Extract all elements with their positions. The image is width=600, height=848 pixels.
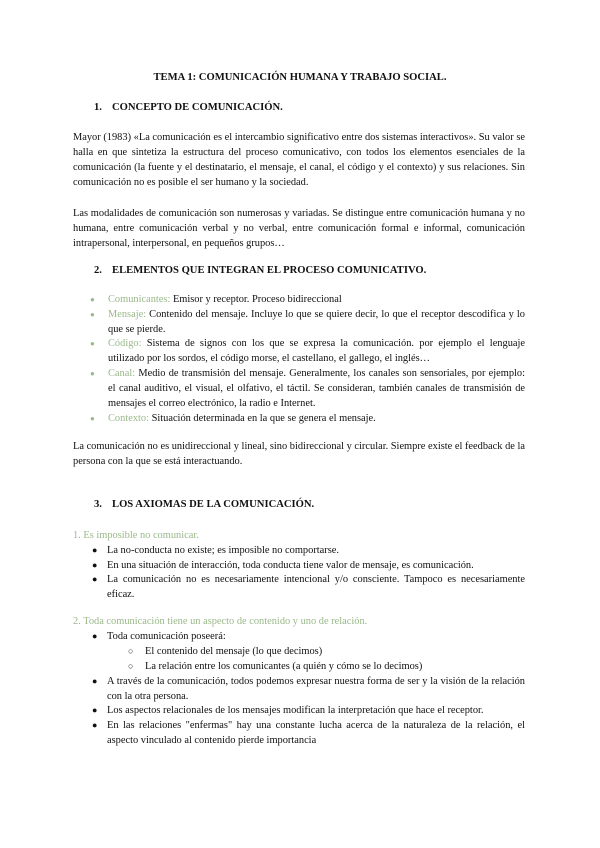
sub-list-item [128,644,525,659]
element-item [90,292,525,307]
bullet-icon: ● [92,574,98,584]
bullet-icon: ● [92,560,98,570]
element-text: Sistema de signos con los que se expresa la comunicación. por ejemplo el lenguaje utilizado por los sordos, el código morse, el castellano, el gallego, el inglés… [108,338,525,364]
list-item-text: Toda comunicación poseerá: [107,631,226,642]
list-item-text: A través de la comunicación, todos podemos expresar nuestra forma de ser y la visión de la relación con la otra persona. [107,676,525,702]
section-2-heading [94,263,426,278]
list-item [92,558,525,573]
section-title: CONCEPTO DE COMUNICACIÓN. [112,102,283,113]
list-item [92,703,525,718]
paragraph-definition: Mayor (1983) «La comunicación es el intercambio significativo entre dos sistemas interactivos». Su valor se halla en que sintetiza la estructura del proceso comunicativo, con todos los elementos esenciales de la comunicación (la fuente y el destinatario, el mensaje, el canal, el código y el contexto) y sus relaciones. Sin comunicación no es posible el ser humano y la sociedad. [73,132,525,188]
element-term: Comunicantes: [108,294,171,305]
sub-list-item-text: El contenido del mensaje (lo que decimos) [145,646,323,657]
bullet-icon: ● [90,369,95,378]
bullet-icon: ● [90,310,95,319]
bullet-icon: ● [90,414,95,423]
element-item [90,336,525,366]
bullet-icon: ● [92,705,98,715]
list-item [92,629,525,644]
bullet-icon: ● [90,339,95,348]
bullet-icon: ● [92,545,98,555]
list-item [92,674,525,704]
list-item [92,572,525,602]
paragraph-modalities: Las modalidades de comunicación son numerosas y variadas. Se distingue entre comunicación humana y no humana, entre comunicación verbal y no verbal, entre comunicación formal e informal, comunicación intrapersonal, interpersonal, en pequeños grupos… [73,208,525,249]
list-item-text: Los aspectos relacionales de los mensajes modifican la interpretación que hace el receptor. [107,705,484,716]
document-title: TEMA 1: COMUNICACIÓN HUMANA Y TRABAJO SOCIAL. [153,72,447,83]
section-3-heading [94,497,314,512]
element-text: Emisor y receptor. Proceso bidireccional [170,294,342,305]
axiom-1-title: 1. Es imposible no comunicar. [73,530,199,541]
element-item [90,307,525,337]
hollow-bullet-icon: ○ [128,661,134,671]
bullet-icon: ● [92,631,98,641]
bullet-icon: ● [90,295,95,304]
section-number: 3. [94,499,102,510]
element-item [90,366,525,411]
list-item-text: En las relaciones "enfermas" hay una constante lucha acerca de la naturaleza de la relación, el aspecto vinculado al contenido pierde importancia [107,720,525,746]
element-term: Contexto: [108,413,149,424]
bullet-icon: ● [92,720,98,730]
sub-list-item-text: La relación entre los comunicantes (a quién y cómo se lo decimos) [145,661,423,672]
element-term: Canal: [108,368,136,379]
axiom-2-title: 2. Toda comunicación tiene un aspecto de contenido y uno de relación. [73,616,368,627]
sub-list-item [128,659,525,674]
section-1-heading [94,100,283,115]
list-item [92,543,525,558]
section-number: 1. [94,102,102,113]
list-item-text: La comunicación no es necesariamente intencional y/o consciente. Tampoco es necesariamente eficaz. [107,574,525,600]
element-term: Mensaje: [108,309,147,320]
element-text: Situación determinada en la que se genera el mensaje. [148,413,376,424]
section-title: ELEMENTOS QUE INTEGRAN EL PROCESO COMUNICATIVO. [112,265,427,276]
list-item-text: En una situación de interacción, toda conducta tiene valor de mensaje, es comunicación. [107,560,474,571]
hollow-bullet-icon: ○ [128,646,134,656]
bullet-icon: ● [92,676,98,686]
paragraph-feedback: La comunicación no es unidireccional y lineal, sino bidireccional y circular. Siempre existe el feedback de la persona con la que se está interactuando. [73,441,525,467]
element-term: Código: [108,338,142,349]
element-text: Medio de transmisión del mensaje. Generalmente, los canales son sensoriales, por ejemplo: el canal auditivo, el visual, el olfativo, el táctil. Se consideran, también canales de transmisión de mensajes el correo electrónico, la radio e Internet. [108,368,525,409]
list-item [92,718,525,748]
section-number: 2. [94,265,102,276]
element-item [90,411,525,426]
element-text: Contenido del mensaje. Incluye lo que se quiere decir, lo que el receptor descodifica y lo que se pierde. [108,309,525,335]
section-title: LOS AXIOMAS DE LA COMUNICACIÓN. [112,499,315,510]
list-item-text: La no-conducta no existe; es imposible no comportarse. [107,545,339,556]
